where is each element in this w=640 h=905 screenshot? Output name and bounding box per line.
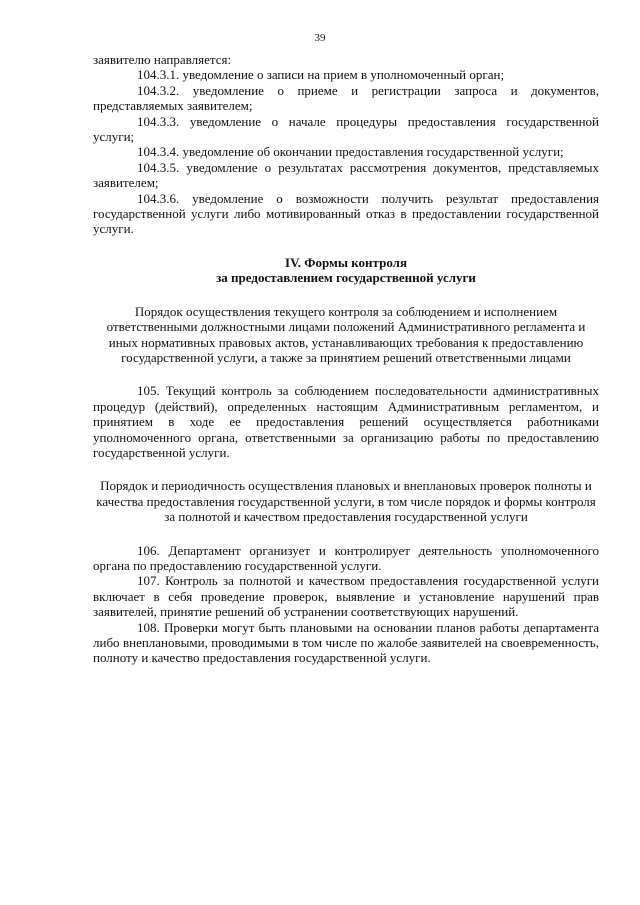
item-104-3-2: 104.3.2. уведомление о приеме и регистрации запроса и документов, представляемых заявителем; (93, 82, 599, 114)
item-104-3-5: 104.3.5. уведомление о результатах рассмотрения документов, представляемых заявителем; (93, 159, 599, 191)
intro-lead: заявителю направляется: (93, 52, 232, 67)
paragraph-107: 107. Контроль за полнотой и качеством предоставления государственной услуги включает в себя проведение проверок, выявление и установление нарушений прав заявителей, принятие решений об устранении соответствующих нарушений. (93, 573, 599, 620)
page-number: 39 (314, 32, 326, 44)
paragraph-106: 106. Департамент организует и контролирует деятельность уполномоченного органа по предоставлению государственной услуги. (93, 542, 599, 573)
section-title-line1: IV. Формы контроля (285, 254, 407, 270)
item-104-3-6: 104.3.6. уведомление о возможности получить результат предоставления государственной услуги либо мотивированный отказ в предоставлении государственной услуги. (93, 190, 599, 237)
item-104-3-4: 104.3.4. уведомление об окончании предоставления государственной услуги; (137, 144, 564, 160)
paragraph-108: 108. Проверки могут быть плановыми на основании планов работы департамента либо внеплановыми, проводимыми в том числе по жалобе заявителей на своевременность, полноту и качество предоставления государственной услуги. (93, 619, 599, 666)
item-104-3-3: 104.3.3. уведомление о начале процедуры предоставления государственной услуги; (93, 113, 599, 145)
paragraph-105: 105. Текущий контроль за соблюдением последовательности административных процедур (действий), определенных настоящим Административным регламентом, и принятием в ходе ее предоставления решений осуществляется работниками уполномоченного органа, ответственными за организацию работы по предоставлению государственной услуги. (93, 383, 599, 460)
page-content (93, 52, 599, 666)
section-title-line2: за предоставлением государственной услуги (216, 270, 476, 286)
subsection2-title: Порядок и периодичность осуществления плановых и внеплановых проверок полноты и качества предоставления государственной услуги, в том числе порядок и формы контроля за полнотой и качеством предоставления государственной услуги (96, 478, 596, 525)
subsection1-title: Порядок осуществления текущего контроля за соблюдением и исполнением ответственными должностными лицами положений Административного регламента и иных нормативных правовых актов, устанавливающих требования к предоставлению государственной услуги, а также за принятием решений ответственными лицами (106, 303, 586, 365)
item-104-3-1: 104.3.1. уведомление о записи на прием в уполномоченный орган; (137, 67, 505, 83)
